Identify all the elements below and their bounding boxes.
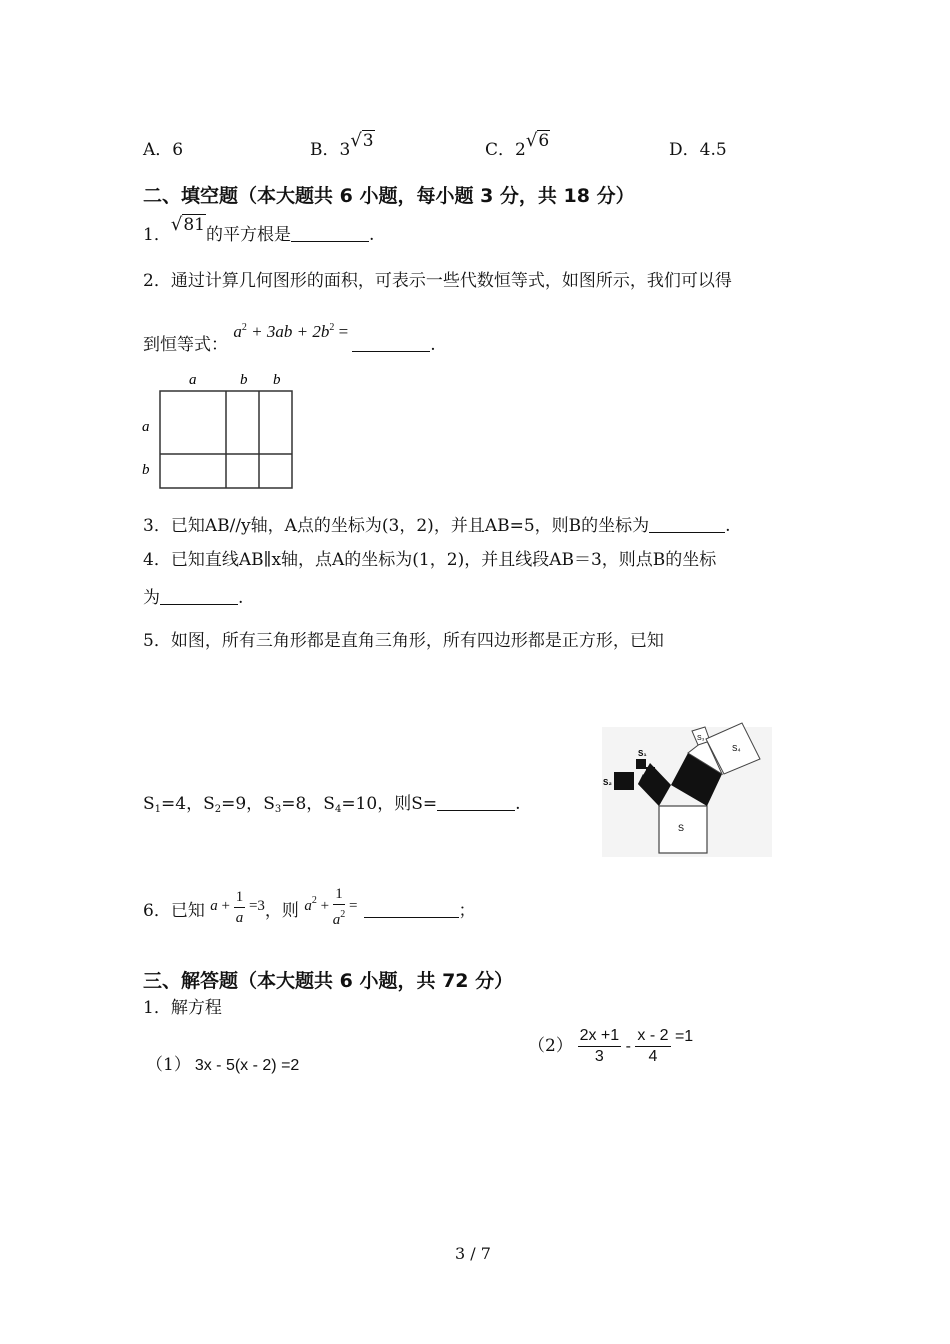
label-s: S [678, 823, 685, 833]
s2-q1-blank [291, 227, 369, 242]
square-small-mid [646, 767, 655, 776]
s3-part2-frac2 [635, 1026, 670, 1067]
s2-q1-end: . [368, 225, 375, 245]
s2-q5-s2-letter: S [203, 794, 215, 814]
choice-d: D．4.5 [669, 140, 727, 160]
s2-q2-blank [352, 337, 430, 352]
s2-q2-expr-eq: = [334, 322, 349, 341]
s2-q3-blank [649, 518, 725, 533]
s2-q3-text: 3．已知AB//y轴，A点的坐标为(3，2)，并且AB=5，则B的坐标为 [143, 516, 650, 536]
s2-q5-line1: 5．如图，所有三角形都是直角三角形，所有四边形都是正方形，已知 [143, 631, 664, 651]
s2-q6-blank [364, 903, 459, 918]
s2-q6-frac2-den-exp: 2 [340, 909, 346, 920]
page-number: 3 / 7 [455, 1244, 491, 1263]
s2-q4-blank [160, 590, 238, 605]
s2-q5-s2-sub: 2 [214, 804, 222, 815]
choice-a: A．6 [143, 140, 184, 160]
s2-q1-text: 的平方根是 [205, 225, 291, 245]
section3-title: 三、解答题（本大题共 6 小题，共 72 分） [143, 970, 514, 992]
s3-part2-eq: =1 [670, 1027, 694, 1045]
s2-q5-s1-letter: S [143, 794, 155, 814]
s2-q5-line2 [143, 789, 521, 815]
s2-q4-end: . [238, 588, 244, 608]
label-top-b1: b [240, 372, 248, 388]
s2-q6-frac1-num: 1 [234, 887, 246, 908]
s3-part2-frac2-num: x - 2 [635, 1026, 670, 1047]
s2-q6-frac1 [234, 887, 246, 928]
choice-b [310, 126, 375, 160]
choice-b-label: B．3 [310, 140, 351, 160]
s2-q2-end: . [430, 335, 436, 355]
s2-q2-line2 [143, 317, 436, 355]
choice-c-label: C．2 [485, 140, 526, 160]
s3-part2 [528, 1026, 693, 1067]
s2-q6-plus: + [217, 898, 234, 915]
squares-diagram [602, 719, 772, 857]
s3-part2-frac1-den: 3 [594, 1048, 604, 1065]
choice-c [485, 126, 550, 160]
s2-q5-v3: =8， [281, 794, 324, 814]
s2-q6-end: ； [458, 901, 476, 922]
label-s3: S₃ [697, 735, 705, 742]
label-s1: S₁ [638, 749, 647, 758]
s3-part2-minus: - [621, 1037, 636, 1055]
s3-part2-frac1 [578, 1026, 622, 1067]
s2-q4-line1: 4．已知直线AB∥x轴，点A的坐标为(1，2)，并且线段AB＝3，则点B的坐标 [143, 550, 717, 570]
area-diagram [136, 366, 301, 494]
s2-q6-then: ，则 [264, 901, 299, 922]
s2-q1-sqrt: √81 [170, 214, 205, 235]
s2-q2-expr-a: a [233, 322, 242, 341]
s2-q4-prefix: 为 [143, 588, 160, 608]
s2-q6-a2: a [304, 898, 312, 915]
s2-q6-frac2-den-a: a [332, 912, 341, 928]
s2-q6-expr2 [304, 886, 358, 928]
label-top-a: a [189, 372, 197, 388]
s2-q2-expr-exp2: 2 [329, 322, 335, 333]
s2-q2-expr-exp1: 2 [241, 322, 247, 333]
s3-q1-title: 1．解方程 [143, 998, 222, 1018]
s2-q1-radicand: 81 [183, 215, 205, 235]
s3-part1 [146, 1050, 299, 1075]
s2-q6-eq: = [345, 898, 358, 915]
s2-q5-s3-sub: 3 [274, 804, 282, 815]
s3-part2-frac1-num: 2x +1 [578, 1026, 622, 1047]
s3-part2-label: （2） [528, 1035, 573, 1056]
s2-q5-s1-sub: 1 [154, 804, 162, 815]
choice-c-radicand: 6 [538, 131, 550, 151]
s2-q5-s4-letter: S [323, 794, 335, 814]
choice-b-sqrt: √3 [350, 130, 374, 151]
label-s4: S₄ [732, 744, 741, 753]
label-top-b2: b [273, 372, 281, 388]
s3-part2-frac2-den: 4 [648, 1048, 658, 1065]
label-s2: S₂ [603, 778, 612, 787]
s2-q6-frac2 [333, 884, 346, 930]
square-s2 [614, 772, 634, 790]
s2-q5-v4: =10，则S= [341, 794, 438, 814]
s3-part1-label: （1） [146, 1055, 191, 1075]
s2-q6 [143, 884, 476, 930]
label-left-b: b [142, 462, 150, 478]
section2-title: 二、填空题（本大题共 6 小题，每小题 3 分，共 18 分） [143, 185, 635, 207]
s2-q2-prefix: 到恒等式： [143, 335, 228, 355]
s2-q5-blank [437, 796, 515, 811]
s2-q6-exp: 2 [311, 895, 317, 907]
s2-q6-frac2-den [333, 905, 346, 930]
s2-q3 [143, 511, 731, 536]
s2-q6-frac2-num: 1 [333, 884, 346, 905]
s2-q3-end: . [725, 516, 731, 536]
s2-q1 [143, 210, 375, 245]
s2-q5-v1: =4， [161, 794, 204, 814]
s2-q5-v2: =9， [221, 794, 264, 814]
choice-c-sqrt: √6 [525, 130, 550, 151]
s2-q5-s3-letter: S [263, 794, 275, 814]
choice-b-radicand: 3 [362, 131, 374, 151]
s2-q6-expr1 [210, 888, 265, 926]
s2-q5-s4-sub: 4 [334, 804, 342, 815]
s2-q2-line1: 2．通过计算几何图形的面积，可表示一些代数恒等式，如图所示，我们可以得 [143, 271, 732, 291]
square-s1 [636, 759, 646, 769]
s2-q6-plus2: + [316, 898, 333, 915]
s2-q4-line2 [143, 583, 243, 608]
s3-part1-expr: 3x - 5(x - 2) =2 [194, 1057, 300, 1074]
s2-q1-num: 1． [143, 225, 171, 245]
s2-q2-expr-mid: + 3ab + 2b [246, 322, 330, 341]
s2-q6-num: 6．已知 [143, 901, 205, 922]
s2-q6-a: a [210, 898, 218, 915]
label-left-a: a [142, 419, 150, 435]
s2-q2-expression [233, 322, 348, 341]
s2-q6-frac1-den: a [235, 909, 244, 926]
s2-q5-end: . [515, 794, 521, 814]
s2-q6-eq3: =3 [245, 898, 265, 915]
